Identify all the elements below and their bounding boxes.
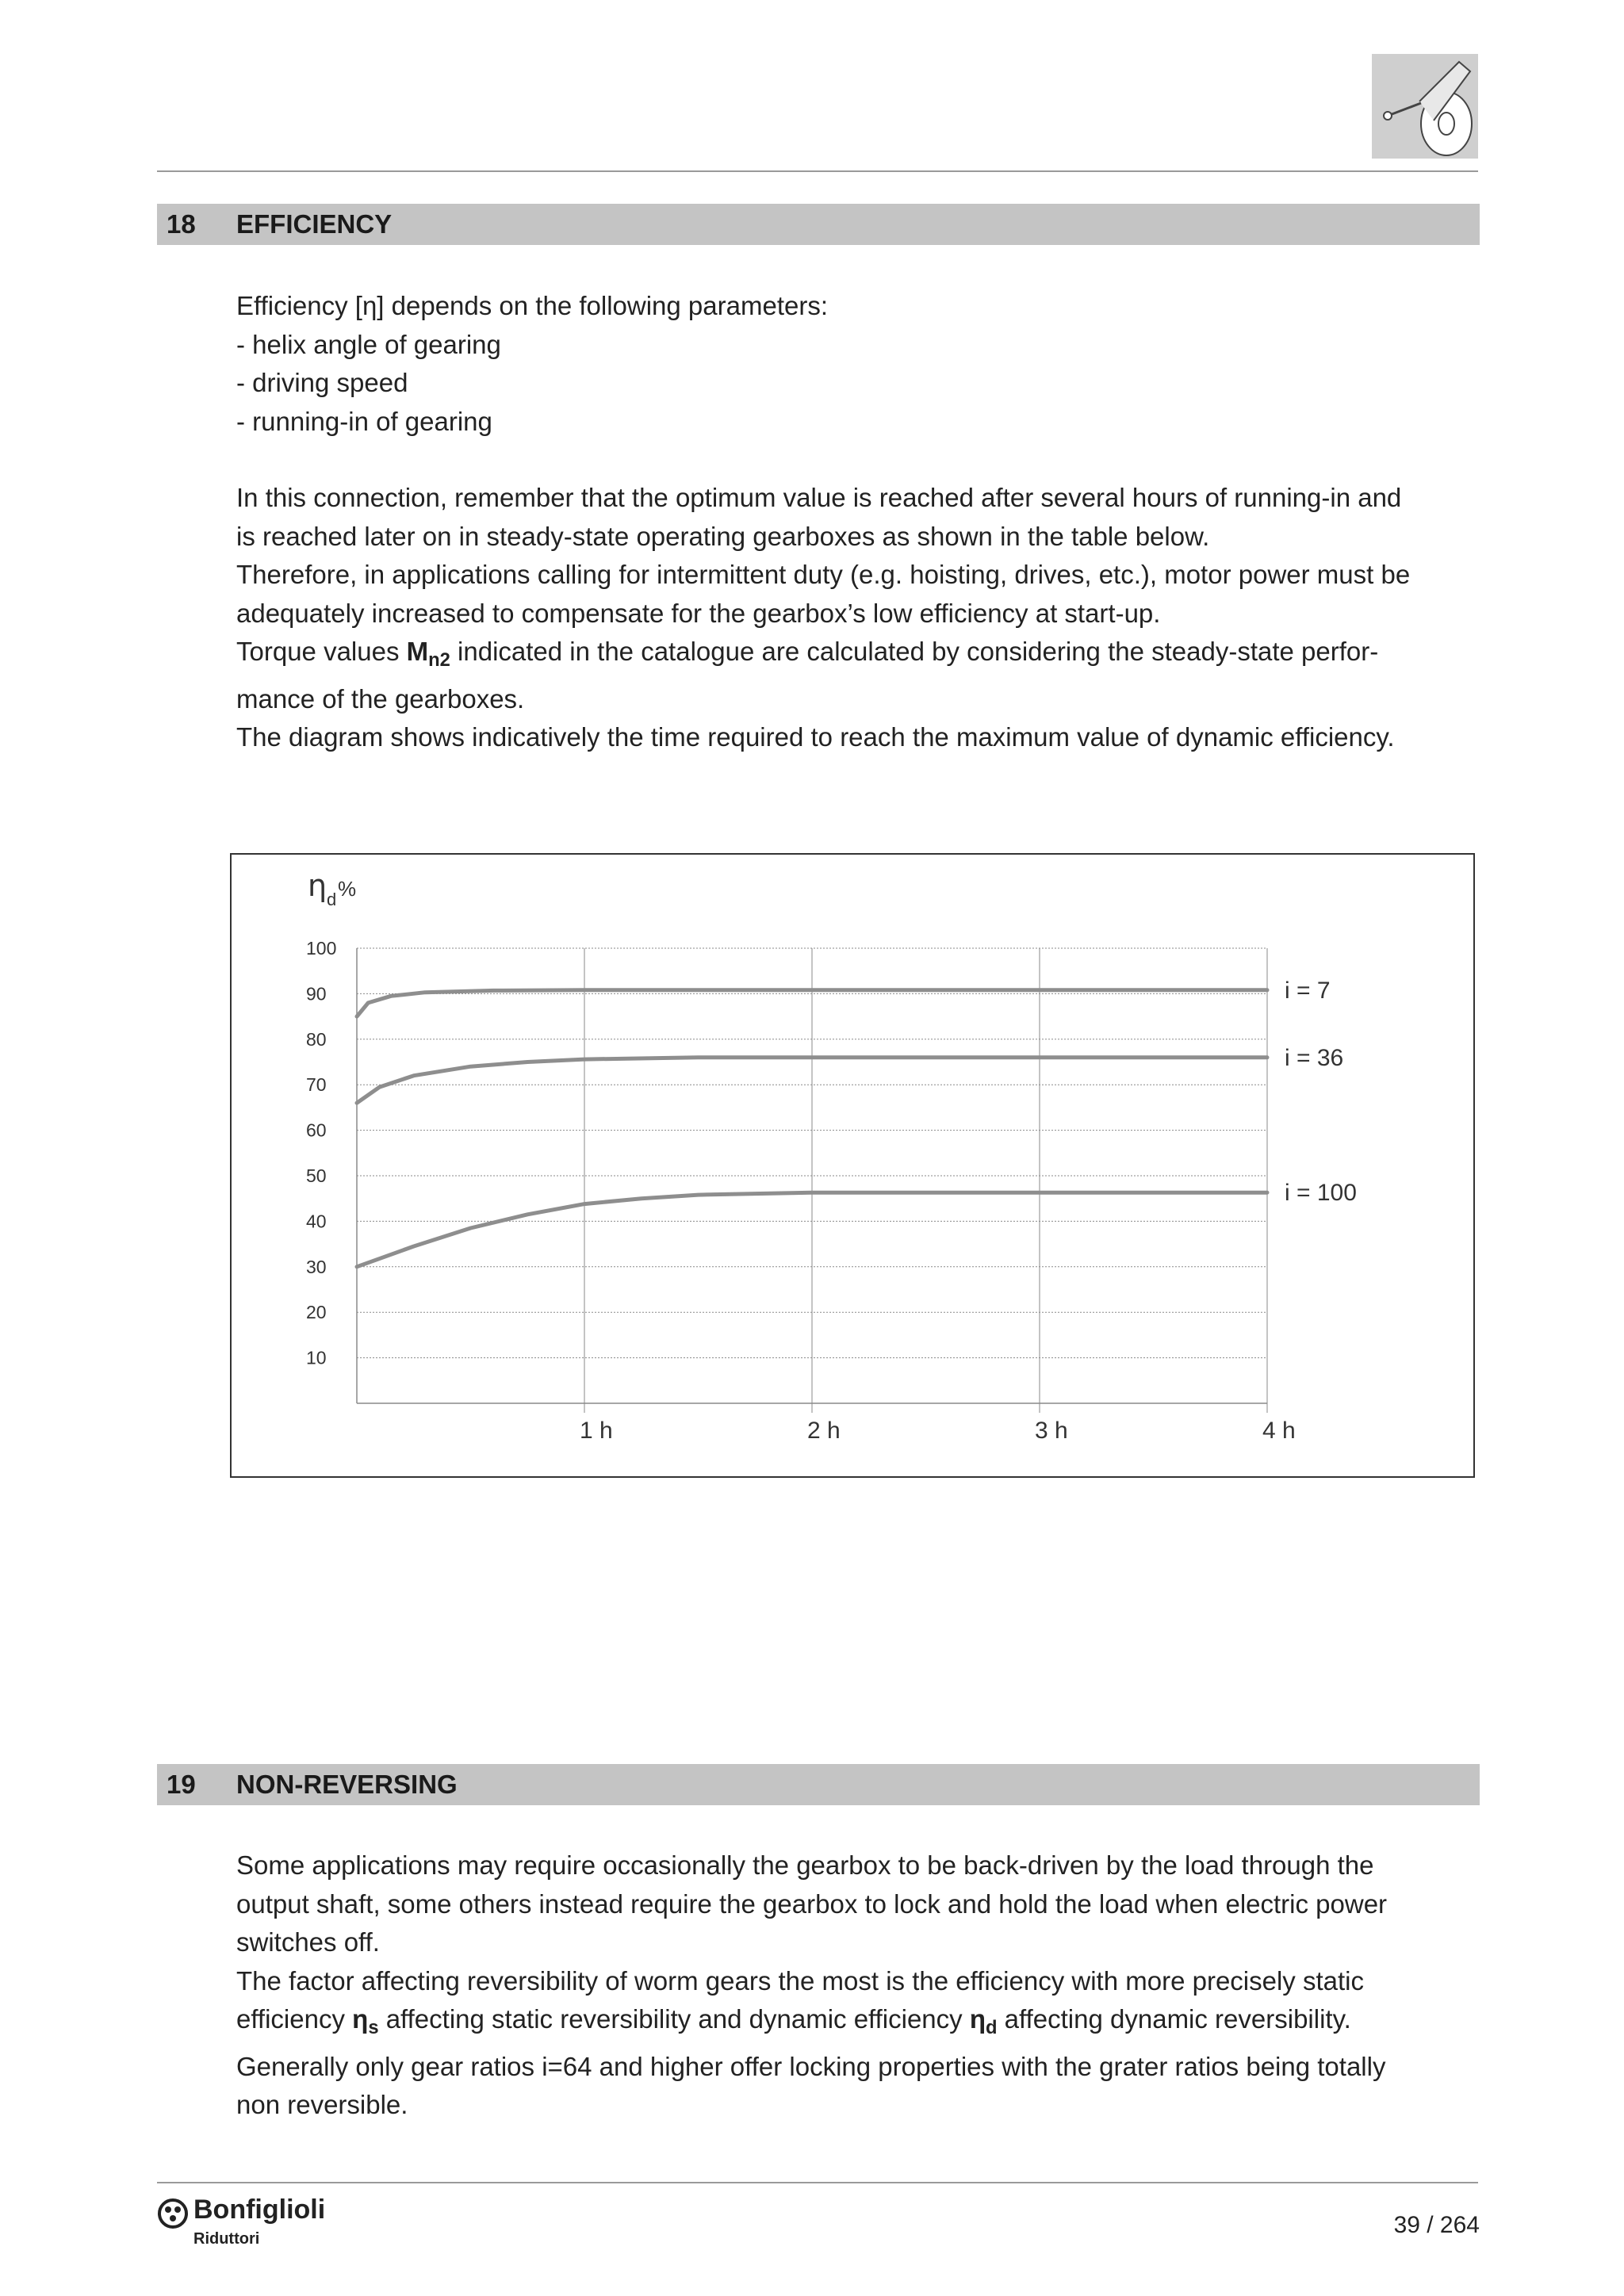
static-efficiency-symbol: $\eta_s$ <box>352 2004 379 2039</box>
paragraph-line <box>236 2000 1473 2048</box>
series-label: i = 7 <box>1285 977 1331 1004</box>
y-tick-label: 10 <box>306 1347 327 1368</box>
x-tick-label: 1 h <box>580 1418 613 1444</box>
y-tick-label: 100 <box>306 938 337 959</box>
list-item: - helix angle of gearing <box>236 329 501 359</box>
y-tick-label: 70 <box>306 1074 327 1096</box>
paragraph-line: adequately increased to compensate for the gearbox’s low efficiency at start-up. <box>236 598 1161 628</box>
y-tick-label: 20 <box>306 1302 327 1323</box>
brand-subtitle: Riduttori <box>193 2230 260 2248</box>
list-item: - running-in of gearing <box>236 406 492 436</box>
x-tick-label: 2 h <box>807 1418 841 1444</box>
paragraph-line: Generally only gear ratios i=64 and higher offer locking properties with the grater ratios being totally <box>236 2051 1386 2081</box>
y-axis-label-subscript: d <box>327 890 337 909</box>
brand-name: Bonfiglioli <box>193 2195 326 2225</box>
paragraph-line: Therefore, in applications calling for intermittent duty (e.g. hoisting, drives, etc.), motor power must be <box>236 560 1411 589</box>
x-tick-label: 3 h <box>1035 1418 1068 1444</box>
paragraph-line: is reached later on in steady-state operating gearboxes as shown in the table below. <box>236 521 1210 551</box>
dynamic-efficiency-symbol: $\eta_d$ <box>969 2004 998 2039</box>
y-tick-label: 50 <box>306 1165 327 1186</box>
y-tick-label: 40 <box>306 1211 327 1232</box>
paragraph-line <box>236 633 1473 680</box>
paragraph-line: switches off. <box>236 1927 380 1957</box>
y-axis-label: η <box>308 868 327 903</box>
paragraph-line: The diagram shows indicatively the time required to reach the maximum value of dynamic efficiency. <box>236 722 1395 752</box>
x-tick-label: 4 h <box>1262 1418 1296 1444</box>
paragraph-line: Some applications may require occasionally the gearbox to be back-driven by the load through the <box>236 1850 1374 1880</box>
y-tick-label: 60 <box>306 1119 327 1141</box>
y-tick-label: 80 <box>306 1028 327 1050</box>
page-number: 39 / 264 <box>1393 2212 1480 2238</box>
footer-rule <box>157 2182 1478 2183</box>
header-rule <box>157 170 1478 172</box>
section-19-header <box>157 1764 1480 1805</box>
y-axis-label-unit: % <box>338 877 357 901</box>
paragraph-line: mance of the gearboxes. <box>236 683 525 714</box>
brand-logo-icon <box>157 2198 189 2233</box>
section-title: EFFICIENCY <box>236 209 393 239</box>
section-number: 18 <box>167 209 196 239</box>
text-run: affecting static reversibility and dynamic efficiency <box>378 2004 970 2034</box>
y-tick-label: 90 <box>306 983 327 1004</box>
list-item: - driving speed <box>236 368 408 397</box>
efficiency-chart-svg <box>232 855 1473 1476</box>
series-label: i = 100 <box>1285 1180 1357 1207</box>
gearbox-icon <box>1372 54 1478 159</box>
paragraph-line: non reversible. <box>236 2090 408 2120</box>
section-18-header <box>157 204 1480 245</box>
text-run: affecting dynamic reversibility. <box>997 2004 1351 2034</box>
paragraph-line: output shaft, some others instead require the gearbox to lock and hold the load when electric power <box>236 1888 1388 1919</box>
paragraph-line: The factor affecting reversibility of worm gears the most is the efficiency with more precisely static <box>236 1965 1364 1996</box>
section-18-body <box>236 287 1473 757</box>
section-title: NON-REVERSING <box>236 1770 458 1799</box>
paragraph: Efficiency [η] depends on the following parameters: <box>236 291 828 320</box>
paragraph-line: In this connection, remember that the optimum value is reached after several hours of running-in and <box>236 483 1402 512</box>
torque-symbol: $M_{n2}$ <box>406 637 450 672</box>
section-number: 19 <box>167 1770 196 1799</box>
text-run: efficiency <box>236 2004 353 2034</box>
text-run: Torque values <box>236 637 407 666</box>
efficiency-chart <box>230 853 1475 1478</box>
section-19-body <box>236 1846 1473 2125</box>
series-label: i = 36 <box>1285 1044 1344 1071</box>
text-run: indicated in the catalogue are calculated by considering the steady-state perfor- <box>450 637 1379 666</box>
y-tick-label: 30 <box>306 1256 327 1277</box>
